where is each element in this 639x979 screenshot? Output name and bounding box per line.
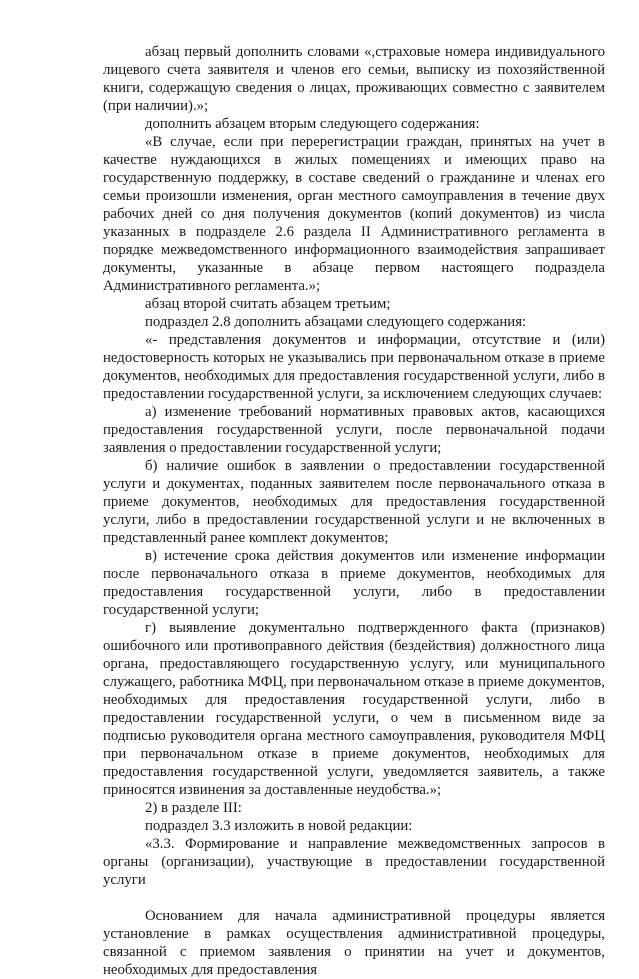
paragraph: в) истечение срока действия документов или изменение информации после первоначального отказа в приеме документов, необходимых для предоставления государственной услуги, либо в предоставлении государственной услуги; <box>103 548 605 618</box>
paragraph: подраздел 3.3 изложить в новой редакции: <box>145 818 413 834</box>
paragraph: подраздел 2.8 дополнить абзацами следующего содержания: <box>145 314 527 330</box>
paragraph: а) изменение требований нормативных правовых актов, касающихся предоставления государственной услуги, после первоначальной подачи заявления о предоставлении государственной услуги; <box>103 404 605 456</box>
paragraph: абзац второй считать абзацем третьим; <box>145 296 391 312</box>
paragraph: «- представления документов и информации, отсутствие и (или) недостоверность которых не указывались при первоначальном отказе в приеме документов, необходимых для предоставления государственной услуги, либо в предоставлении государственной услуги, за исключением следующих случаев: <box>103 332 605 402</box>
paragraph: 2) в разделе III: <box>145 800 242 816</box>
document-body <box>103 43 605 979</box>
section-heading: «3.3. Формирование и направление межведомственных запросов в органы (организации), участвующие в предоставлении государственной услуги <box>103 836 605 888</box>
paragraph: дополнить абзацем вторым следующего содержания: <box>145 116 480 132</box>
paragraph: Основанием для начала административной процедуры является установление в рамках осуществления административной процедуры, связанной с приемом заявления о принятии на учет и документов, необходимых для предоставления <box>103 908 605 978</box>
paragraph: г) выявление документально подтвержденного факта (признаков) ошибочного или противоправного действия (бездействия) должностного лица органа, предоставляющего государственную услугу, или муниципального служащего, работника МФЦ, при первоначальном отказе в приеме документов, необходимых для предоставления государственной услуги, либо в предоставлении государственной услуги, о чем в письменном виде за подписью руководителя органа местного самоуправления, руководителя МФЦ при первоначальном отказе в приеме документов, необходимых для предоставления государственной услуги, уведомляется заявитель, а также приносятся извинения за доставленные неудобства.»; <box>103 620 605 798</box>
paragraph: абзац первый дополнить словами «,страховые номера индивидуального лицевого счета заявителя и членов его семьи, выписку из похозяйственной книги, содержащую сведения о лицах, проживающих совместно с заявителем (при наличии).»; <box>103 44 605 114</box>
paragraph: «В случае, если при перерегистрации граждан, принятых на учет в качестве нуждающихся в жилых помещениях и имеющих право на государственную поддержку, в составе сведений о гражданине и членах его семьи произошли изменения, орган местного самоуправления в течение двух рабочих дней со дня получения документов (копий документов) из числа указанных в подразделе 2.6 раздела II Административного регламента в порядке межведомственного информационного взаимодействия запрашивает документы, указанные в абзаце первом настоящего подраздела Административного регламента.»; <box>103 134 605 294</box>
paragraph: б) наличие ошибок в заявлении о предоставлении государственной услуги и документах, поданных заявителем после первоначального отказа в приеме документов, необходимых для предоставления государственной услуги, либо в предоставлении государственной услуги и не включенных в представленный ранее комплект документов; <box>103 458 605 546</box>
